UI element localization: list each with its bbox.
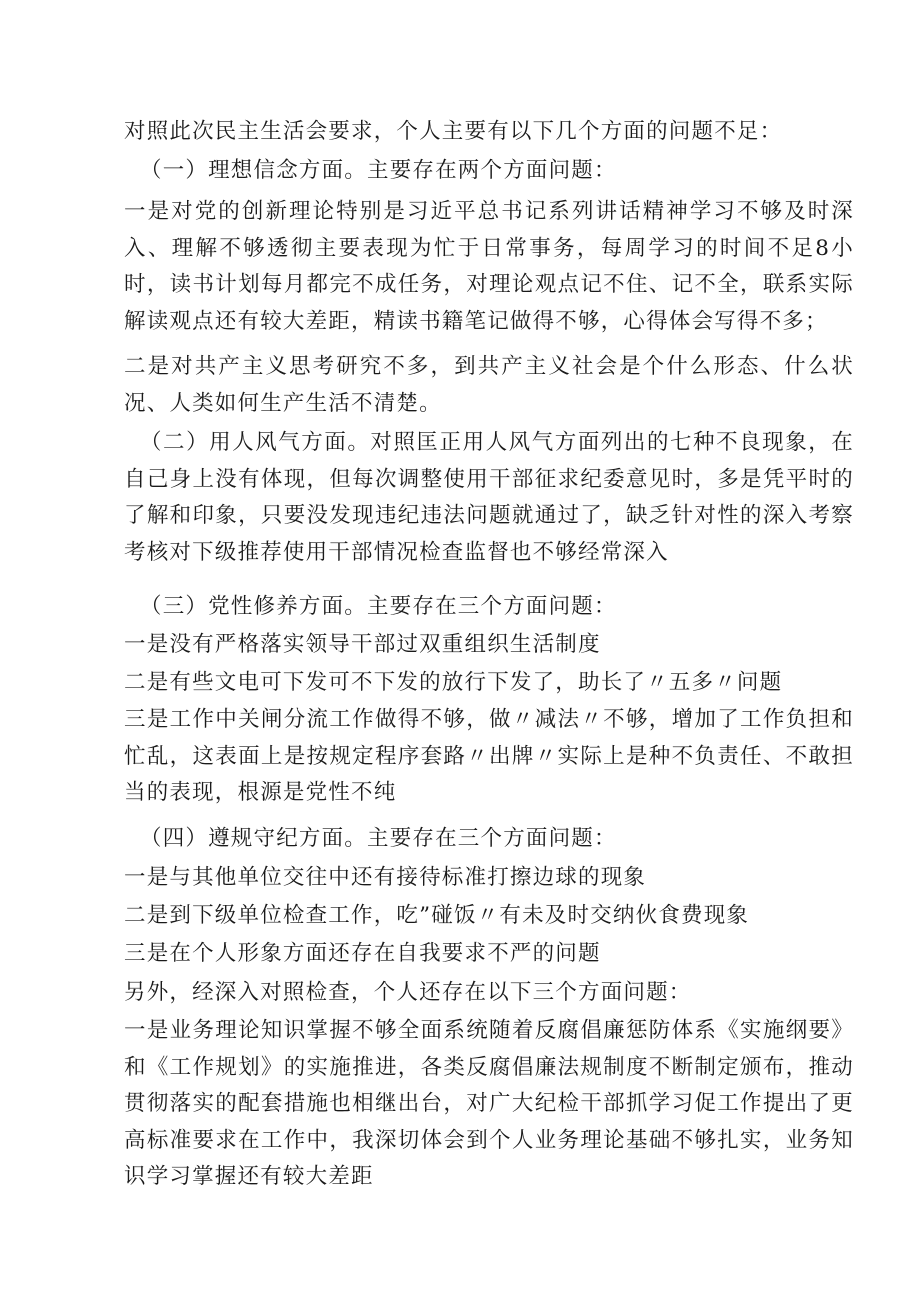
section-1-item-2: 二是对共产主义思考研究不多，到共产主义社会是个什么形态、什么状况、人类如何生产生活不清楚。 — [124, 354, 854, 416]
section-heading-3: （三）党性修养方面。主要存在三个方面问题： — [140, 594, 617, 619]
section-heading-4: （四）遵规守纪方面。主要存在三个方面问题： — [140, 826, 617, 851]
section-heading-1: （一）理想信念方面。主要存在两个方面问题： — [140, 158, 617, 183]
section-heading-2: （二）用人风气方面。对照匡正用人风气方面列出的七种不良现象，在自己身上没有体现，但每次调整使用干部征求纪委意见时，多是凭平时的了解和印象，只要没发现违纪违法问题就通过了，缺乏针对性的深入考察考核对下级推荐使用干部情况检查监督也不够经常深入 — [124, 430, 854, 565]
section-3-item-2: 二是有些文电可下发可不下发的放行下发了，助长了〃五多〃问题 — [124, 670, 783, 695]
additional-intro: 另外，经深入对照检查，个人还存在以下三个方面问题： — [124, 980, 692, 1005]
section-4-item-1: 一是与其他单位交往中还有接待标准打擦边球的现象 — [124, 865, 647, 890]
section-3-item-1: 一是没有严格落实领导干部过双重组织生活制度 — [124, 632, 601, 657]
section-1-item-1: 一是对党的创新理论特别是习近平总书记系列讲话精神学习不够及时深入、理解不够透彻主要表现为忙于日常事务，每周学习的时间不足8小时，读书计划每月都完不成任务，对理论观点记不住、记不全，联系实际解读观点还有较大差距，精读书籍笔记做得不够，心得体会写得不多； — [124, 199, 854, 334]
section-3-item-3: 三是工作中关闸分流工作做得不够，做〃减法〃不够，增加了工作负担和忙乱，这表面上是按规定程序套路〃出牌〃实际上是种不负责任、不敢担当的表现，根源是党性不纯 — [124, 707, 854, 805]
additional-item-1: 一是业务理论知识掌握不够全面系统随着反腐倡廉惩防体系《实施纲要》和《工作规划》的实施推进，各类反腐倡廉法规制度不断制定颁布，推动贯彻落实的配套措施也相继出台，对广大纪检干部抓学习促工作提出了更高标准要求在工作中，我深切体会到个人业务理论基础不够扎实，业务知识学习掌握还有较大差距 — [124, 1018, 854, 1189]
section-4-item-3: 三是在个人形象方面还存在自我要求不严的问题 — [124, 941, 601, 966]
section-4-item-2: 二是到下级单位检查工作，吃”碰饭〃有未及时交纳伙食费现象 — [124, 903, 750, 928]
intro-paragraph: 对照此次民主生活会要求，个人主要有以下几个方面的问题不足： — [124, 119, 783, 144]
